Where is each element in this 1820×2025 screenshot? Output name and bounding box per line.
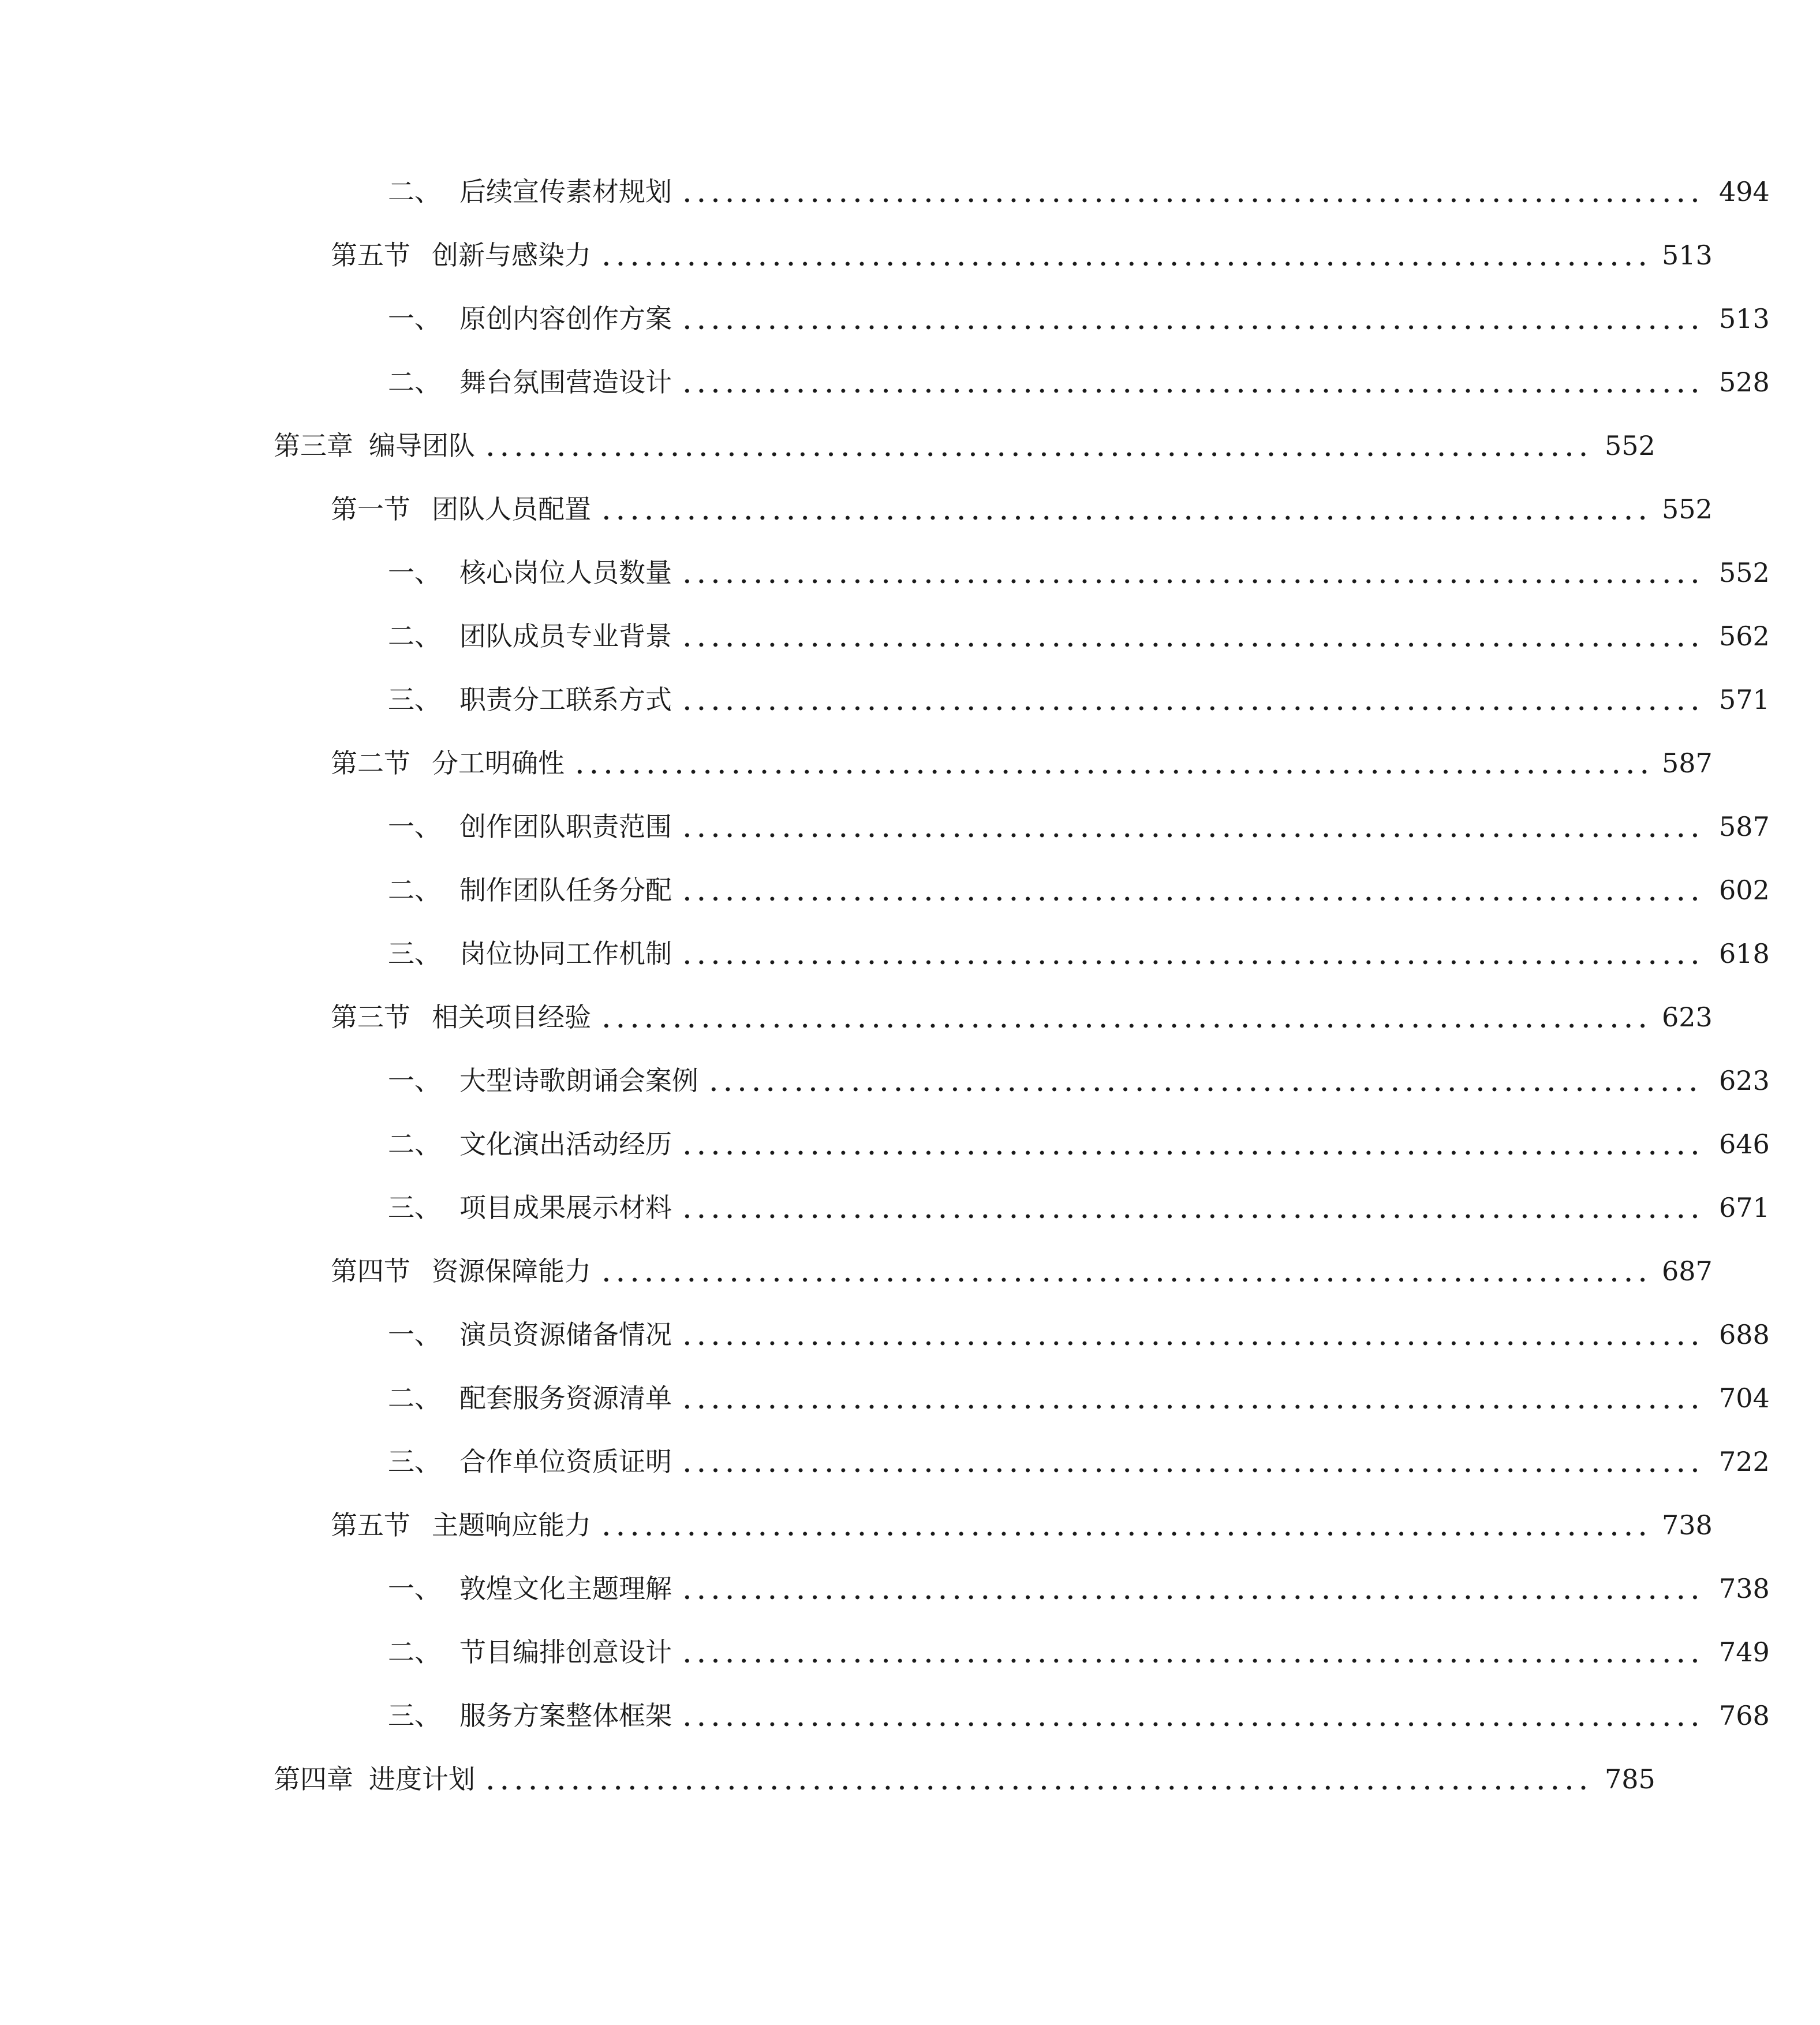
toc-entry[interactable] — [0, 1439, 1820, 1485]
dot-leader — [680, 1375, 1705, 1421]
toc-entry[interactable] — [0, 1629, 1820, 1675]
toc-entry-title: 创新与感染力 — [432, 240, 591, 271]
toc-entry-title: 后续宣传素材规划 — [459, 176, 672, 207]
toc-entry-page: 768 — [1719, 1700, 1770, 1731]
toc-entry-page: 785 — [1605, 1764, 1655, 1795]
toc-entry-number: 第二节 — [331, 748, 410, 779]
toc-entry-title: 职责分工联系方式 — [459, 684, 672, 715]
toc-entry-page: 587 — [1662, 748, 1713, 779]
toc-entry-page: 749 — [1719, 1637, 1770, 1668]
toc-entry[interactable] — [0, 804, 1820, 850]
toc-entry-title: 节目编排创意设计 — [459, 1637, 672, 1668]
toc-entry-page: 671 — [1719, 1192, 1770, 1223]
toc-entry-number: 二、 — [388, 176, 441, 207]
toc-entry-number: 三、 — [388, 1446, 441, 1477]
toc-entry-title: 相关项目经验 — [432, 1002, 591, 1033]
toc-entry[interactable] — [0, 1185, 1820, 1231]
dot-leader — [680, 1121, 1705, 1167]
toc-entry-title: 原创内容创作方案 — [459, 303, 672, 334]
toc-entry-title: 合作单位资质证明 — [459, 1446, 672, 1477]
toc-entry[interactable] — [0, 486, 1763, 532]
toc-entry-number: 二、 — [388, 1383, 441, 1414]
toc-entry[interactable] — [0, 1502, 1763, 1548]
toc-entry-page: 494 — [1719, 176, 1770, 207]
dot-leader — [599, 486, 1648, 532]
toc-entry[interactable] — [0, 1693, 1820, 1739]
toc-entry-number: 二、 — [388, 875, 441, 906]
toc-entry-number: 第五节 — [331, 1510, 410, 1541]
dot-leader — [573, 740, 1648, 786]
dot-leader — [680, 613, 1705, 659]
dot-leader — [680, 1439, 1705, 1485]
toc-entry-page: 552 — [1719, 557, 1770, 588]
toc-entry[interactable] — [0, 1756, 1706, 1802]
toc-entry[interactable] — [0, 867, 1820, 913]
toc-entry[interactable] — [0, 994, 1763, 1040]
dot-leader — [599, 1502, 1648, 1548]
dot-leader — [680, 1629, 1705, 1675]
dot-leader — [680, 550, 1705, 596]
toc-entry-page: 722 — [1719, 1446, 1770, 1477]
toc-entry-title: 制作团队任务分配 — [459, 875, 672, 906]
toc-entry-title: 项目成果展示材料 — [459, 1192, 672, 1223]
toc-entry-page: 704 — [1719, 1383, 1770, 1414]
toc-entry-number: 一、 — [388, 1065, 441, 1096]
toc-entry-number: 一、 — [388, 811, 441, 842]
toc-entry-number: 第一节 — [331, 494, 410, 525]
dot-leader — [680, 1566, 1705, 1612]
toc-entry-number: 二、 — [388, 621, 441, 652]
toc-entry-title: 分工明确性 — [432, 748, 565, 779]
toc-entry-page: 623 — [1719, 1065, 1770, 1096]
toc-entry-number: 二、 — [388, 367, 441, 398]
toc-entry-page: 571 — [1719, 684, 1770, 715]
dot-leader — [680, 1693, 1705, 1739]
toc-entry[interactable] — [0, 423, 1706, 469]
toc-entry-page: 623 — [1662, 1002, 1713, 1033]
dot-leader — [680, 296, 1705, 342]
toc-entry-page: 738 — [1662, 1510, 1713, 1541]
toc-entry-number: 第四节 — [331, 1256, 410, 1287]
toc-entry-page: 688 — [1719, 1319, 1770, 1350]
dot-leader — [680, 931, 1705, 977]
toc-entry-page: 687 — [1662, 1256, 1713, 1287]
dot-leader — [599, 994, 1648, 1040]
dot-leader — [599, 1248, 1648, 1294]
toc-entry-title: 进度计划 — [369, 1764, 475, 1795]
toc-entry-number: 第三章 — [274, 430, 353, 461]
toc-entry-number: 第三节 — [331, 1002, 410, 1033]
toc-entry-title: 岗位协同工作机制 — [459, 938, 672, 969]
toc-entry[interactable] — [0, 1121, 1820, 1167]
toc-entry-title: 配套服务资源清单 — [459, 1383, 672, 1414]
dot-leader — [483, 1756, 1591, 1802]
toc-entry-title: 创作团队职责范围 — [459, 811, 672, 842]
toc-entry-number: 第四章 — [274, 1764, 353, 1795]
toc-entry[interactable] — [0, 232, 1763, 278]
toc-entry-page: 528 — [1719, 367, 1770, 398]
dot-leader — [680, 359, 1705, 405]
dot-leader — [680, 1312, 1705, 1358]
toc-entry-title: 演员资源储备情况 — [459, 1319, 672, 1350]
toc-entry-number: 三、 — [388, 938, 441, 969]
toc-entry[interactable] — [0, 677, 1820, 723]
toc-entry[interactable] — [0, 550, 1820, 596]
toc-entry-title: 编导团队 — [369, 430, 475, 461]
toc-entry-number: 一、 — [388, 1573, 441, 1604]
dot-leader — [707, 1058, 1705, 1104]
toc-entry-page: 513 — [1662, 240, 1713, 271]
toc-entry[interactable] — [0, 1058, 1820, 1104]
toc-entry-page: 552 — [1662, 494, 1713, 525]
toc-entry[interactable] — [0, 931, 1820, 977]
toc-entry[interactable] — [0, 1312, 1820, 1358]
toc-entry-title: 舞台氛围营造设计 — [459, 367, 672, 398]
toc-entry[interactable] — [0, 1566, 1820, 1612]
toc-entry-title: 核心岗位人员数量 — [459, 557, 672, 588]
toc-entry-page: 552 — [1605, 430, 1655, 461]
toc-entry[interactable] — [0, 359, 1820, 405]
toc-entry-page: 602 — [1719, 875, 1770, 906]
toc-entry-page: 587 — [1719, 811, 1770, 842]
toc-entry-title: 服务方案整体框架 — [459, 1700, 672, 1731]
toc-entry[interactable] — [0, 1248, 1763, 1294]
toc-entry-page: 513 — [1719, 303, 1770, 334]
toc-entry-number: 二、 — [388, 1129, 441, 1160]
toc-entry-number: 第五节 — [331, 240, 410, 271]
toc-entry[interactable] — [0, 1375, 1820, 1421]
dot-leader — [483, 423, 1591, 469]
toc-entry-page: 562 — [1719, 621, 1770, 652]
toc-entry-number: 一、 — [388, 1319, 441, 1350]
toc-entry-number: 一、 — [388, 303, 441, 334]
toc-entry-title: 主题响应能力 — [432, 1510, 591, 1541]
toc-entry-number: 三、 — [388, 1700, 441, 1731]
toc-entry-number: 一、 — [388, 557, 441, 588]
toc-entry-page: 738 — [1719, 1573, 1770, 1604]
dot-leader — [680, 1185, 1705, 1231]
toc-entry-title: 大型诗歌朗诵会案例 — [459, 1065, 698, 1096]
toc-entry-number: 三、 — [388, 684, 441, 715]
toc-entry-page: 618 — [1719, 938, 1770, 969]
toc-entry-title: 资源保障能力 — [432, 1256, 591, 1287]
toc-entry[interactable] — [0, 296, 1820, 342]
dot-leader — [680, 867, 1705, 913]
toc-entry[interactable] — [0, 613, 1820, 659]
toc-entry-title: 团队人员配置 — [432, 494, 591, 525]
toc-entry-number: 三、 — [388, 1192, 441, 1223]
toc-entry[interactable] — [0, 169, 1820, 215]
toc-entry-page: 646 — [1719, 1129, 1770, 1160]
dot-leader — [599, 232, 1648, 278]
dot-leader — [680, 804, 1705, 850]
toc-entry-number: 二、 — [388, 1637, 441, 1668]
toc-entry-title: 敦煌文化主题理解 — [459, 1573, 672, 1604]
toc-entry-title: 文化演出活动经历 — [459, 1129, 672, 1160]
dot-leader — [680, 169, 1705, 215]
dot-leader — [680, 677, 1705, 723]
toc-entry[interactable] — [0, 740, 1763, 786]
toc-entry-title: 团队成员专业背景 — [459, 621, 672, 652]
